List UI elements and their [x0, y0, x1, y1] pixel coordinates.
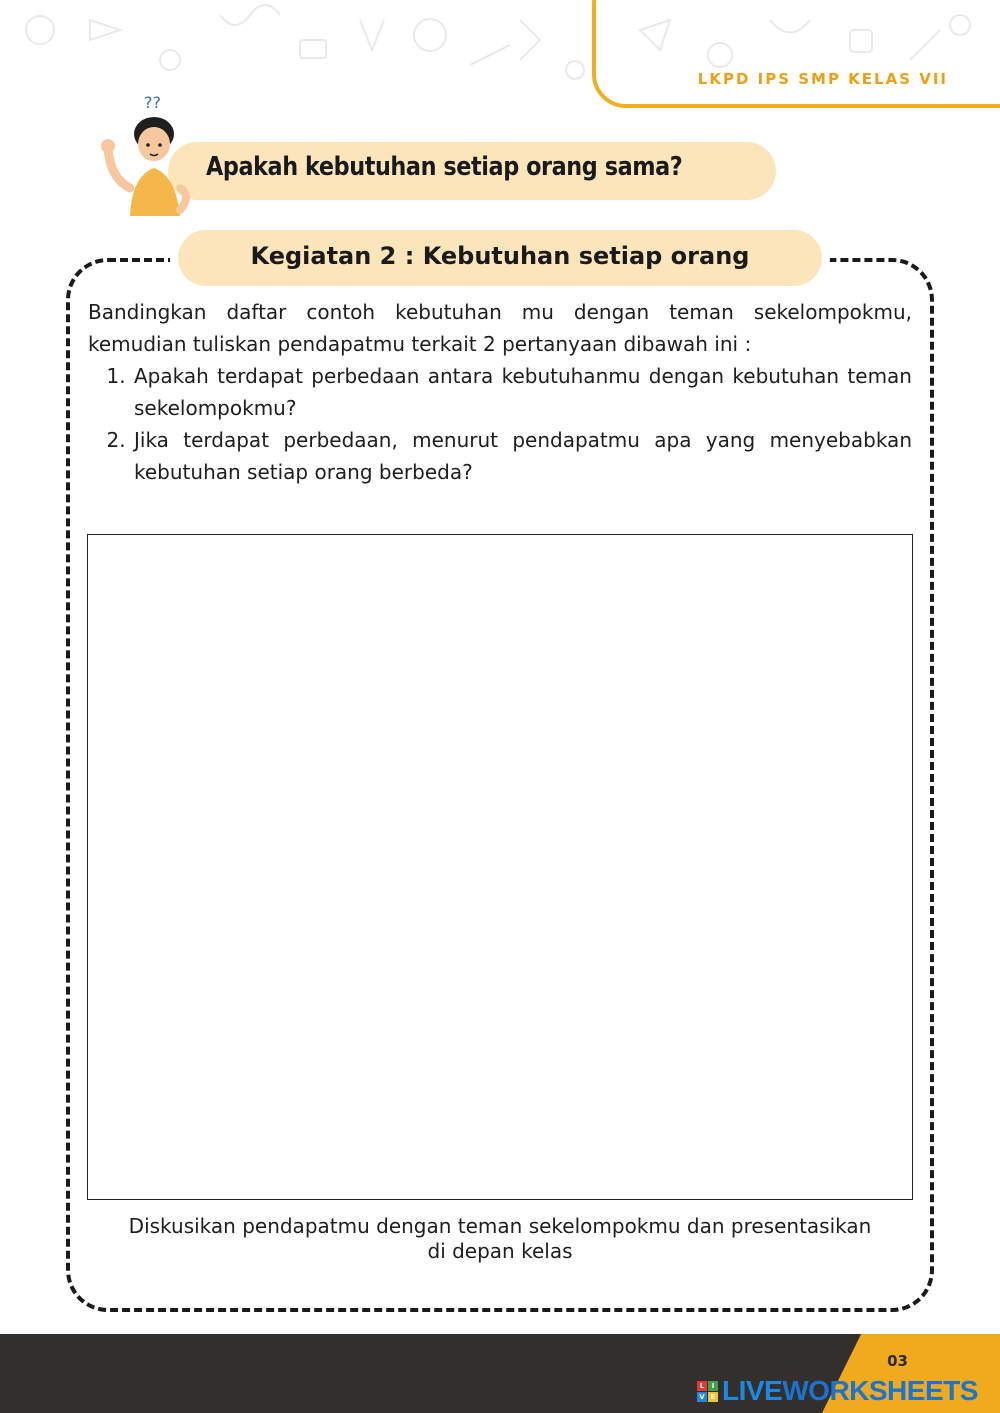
- question-marks: ??: [144, 93, 161, 112]
- question-list: [88, 360, 912, 488]
- page-number: 03: [887, 1352, 908, 1370]
- worksheet-header-label: LKPD IPS SMP KELAS VII: [697, 70, 948, 88]
- header-corner-frame: [592, 0, 1000, 108]
- thinking-kid-illustration: [96, 88, 206, 218]
- liveworksheets-wordmark: LIVEWORKSHEETS: [722, 1375, 978, 1406]
- instruction-paragraph: Bandingkan daftar contoh kebutuhan mu dengan teman sekelompokmu, kemudian tuliskan pendapatmu terkait 2 pertanyaan dibawah ini :: [88, 300, 912, 356]
- answer-text-area[interactable]: [87, 534, 913, 1200]
- activity-instructions: [88, 296, 912, 488]
- question-item: 1. Apakah terdapat perbedaan antara kebutuhanmu dengan kebutuhan teman sekelompokmu?: [132, 360, 912, 424]
- activity-title: Kegiatan 2 : Kebutuhan setiap orang: [250, 242, 750, 270]
- activity-title-banner: [178, 230, 822, 286]
- question-title: Apakah kebutuhan setiap orang sama?: [206, 152, 683, 182]
- closing-instruction: Diskusikan pendapatmu dengan teman sekelompokmu dan presentasikan di depan kelas: [128, 1214, 872, 1263]
- liveworksheets-logo-icon: L I V E: [697, 1381, 718, 1402]
- liveworksheets-logo[interactable]: [697, 1376, 978, 1406]
- question-item: 2. Jika terdapat perbedaan, menurut pendapatmu apa yang menyebabkan kebutuhan setiap orang berbeda?: [132, 424, 912, 488]
